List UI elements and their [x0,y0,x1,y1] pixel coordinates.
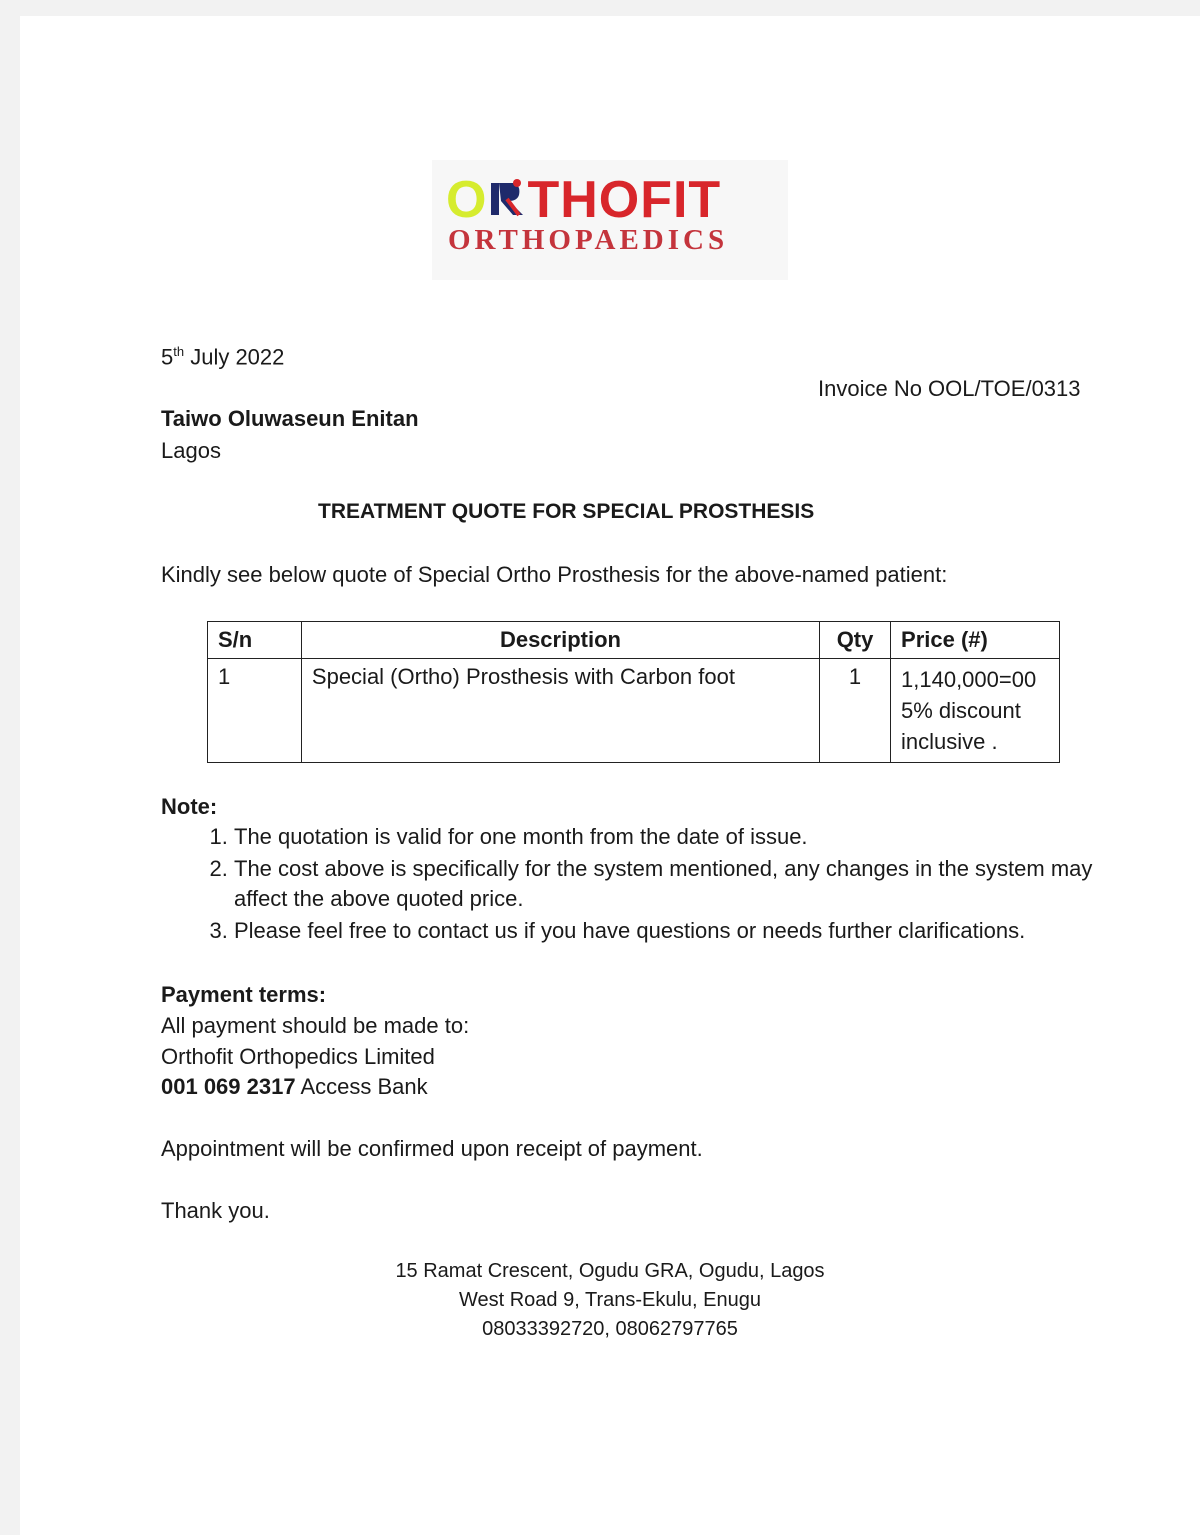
invoice-number: Invoice No OOL/TOE/0313 [818,376,1081,401]
cell-description: Special (Ortho) Prosthesis with Carbon foot [301,659,819,763]
intro-text: Kindly see below quote of Special Ortho Prosthesis for the above-named patient: [161,562,948,587]
logo-wordmark [446,170,721,230]
date-day: 5 [161,344,174,370]
thanks-text: Thank you. [161,1198,270,1223]
price-inclusive: inclusive . [901,729,998,754]
table-header-row [208,622,1060,659]
recipient-city: Lagos [161,438,221,463]
price-discount: 5% discount [901,698,1021,723]
logo-letter-o: O [446,171,488,229]
orthofit-logo [432,160,788,280]
footer-address-2: West Road 9, Trans-Ekulu, Enugu [458,1289,761,1311]
list-item: 1. The quotation is valid for one month from the date of issue. [234,822,1134,852]
header-price: Price (#) [891,622,1060,659]
document-title: TREATMENT QUOTE FOR SPECIAL PROSTHESIS [318,500,815,523]
payment-account [161,1074,428,1100]
person-figure-icon [487,177,527,221]
date-rest: July 2022 [184,344,285,370]
payment-heading: Payment terms: [161,982,327,1007]
quote-table [207,621,1060,763]
footer-address-1: 15 Ramat Crescent, Ogudu GRA, Ogudu, Lagos [395,1260,825,1282]
cell-price [891,659,1060,763]
bank-name: Access Bank [295,1074,428,1099]
footer-phones: 08033392720, 08062797765 [482,1318,738,1340]
notes-list [192,822,1134,948]
account-number: 001 069 2317 [161,1074,296,1099]
payment-line1: All payment should be made to: [161,1013,470,1038]
logo-subtitle: ORTHOPAEDICS [448,224,729,256]
list-item: 3. Please feel free to contact us if you have questions or needs further clarifications. [234,916,1134,946]
date-suffix: th [173,344,185,359]
cell-sn: 1 [208,659,302,763]
appointment-text: Appointment will be confirmed upon receipt of payment. [161,1136,703,1161]
document-page [20,16,1200,1535]
cell-qty: 1 [820,659,891,763]
header-sn: S/n [208,622,302,659]
letter-date [161,344,284,370]
logo-text-rest: THOFIT [527,171,722,229]
header-qty: Qty [820,622,891,659]
payment-company: Orthofit Orthopedics Limited [161,1044,435,1069]
recipient-name: Taiwo Oluwaseun Enitan [161,406,419,431]
table-row [208,659,1060,763]
list-item: 2. The cost above is specifically for the system mentioned, any changes in the system may affect the above quoted price. [234,854,1134,914]
header-description: Description [301,622,819,659]
note-heading: Note: [161,794,218,819]
price-amount: 1,140,000=00 [901,667,1037,692]
